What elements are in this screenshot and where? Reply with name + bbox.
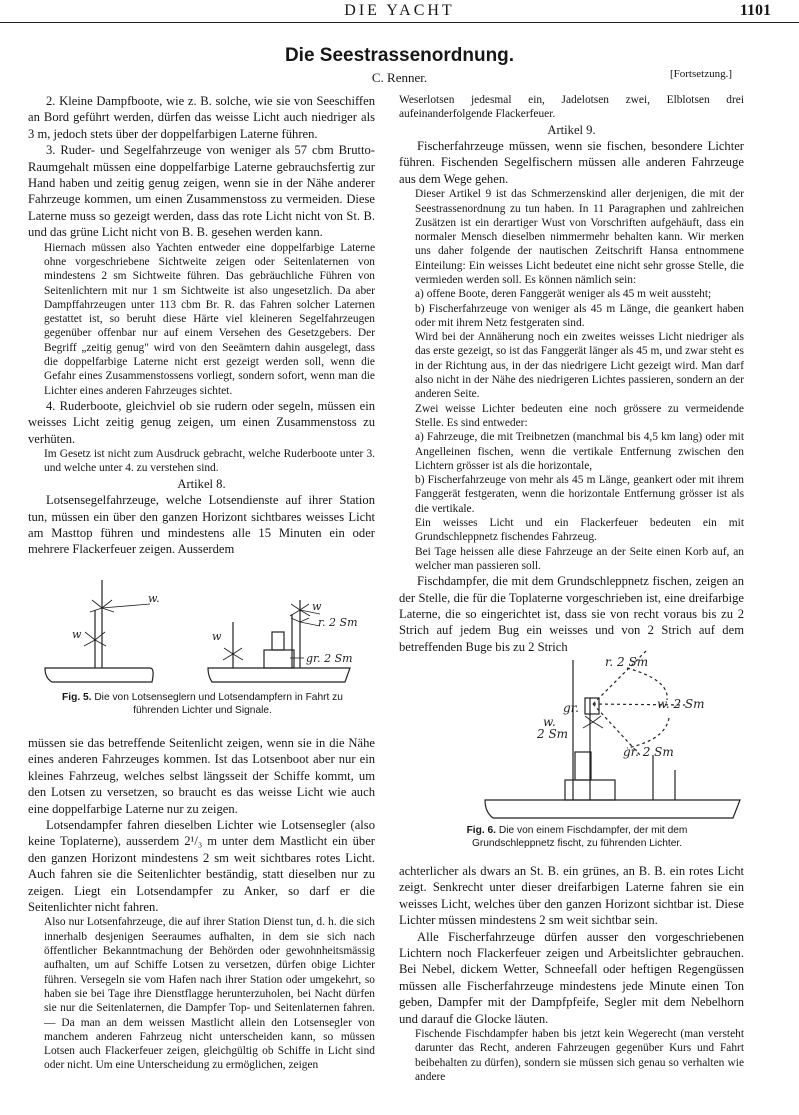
fig5-caption-number: Fig. 5. [62, 692, 92, 703]
paragraph: 3. Ruder- und Segelfahrzeuge von weniger als 57 cbm Brutto-Raumgehalt müssen eine doppelfarbige Laterne gebrauchsfertig zur Hand haben und zeitig genug zeigen, wenn sie in der Nähe anderer Fahrzeuge kommen, um einen Zusammenstoss zu vermeiden. Diese Laterne muss so gezeigt werden, dass das rote Licht nicht von St. B. und das grüne Licht nicht von B. B. gesehen werden kann. [28, 143, 375, 240]
paragraph: Fischdampfer, die mit dem Grundschleppnetz fischen, zeigen an der Stelle, die für die Toplaterne vorgeschrieben ist, eine dreifarbige Laterne, die so eingerichtet ist, dass sie von recht voraus bis zu 2 Strich auf jedem Bug ein weisses und von 2 Strich auf dem betreffenden Buge bis zu 2 Strich [399, 574, 744, 654]
paragraph: Hiernach müssen also Yachten entweder eine doppelfarbige Laterne ohne vorgeschriebene Sichtweite zeigen oder Seitenlaternen von mindestens 2 sm Sichtweite führen. Das gebräuchliche Führen von Seitenlichtern mit nur 1 sm Sichtweite ist also ungesetzlich. Da aber Dampffahrzeugen unter 113 cbm Br. R. das Fahren solcher Laternen gestattet ist, so beruht diese Härte viel kleineren Segelfahrzeugen gegenüber offenbar nur auf einem Versehen des Gesetzgebers. Der Begriff „zeitig genug" wird von den Seeämtern dahin ausgelegt, dass die doppelfarbige Laterne nicht erst gezeigt werden soll, wenn die Gefahr eines Zusammenstossens vorliegt, sondern sofort, wenn man die Lichter eines anderen Fahrzeuges sichtet. [44, 241, 375, 397]
fig6-label: w. 2 Sm [657, 697, 705, 711]
fig5-caption-text: Die von Lotsenseglern und Lotsendampfern in Fahrt zu führenden Lichter und Signale. [94, 692, 343, 716]
fig6-label: gr. 2 Sm [623, 745, 674, 759]
left-column-top [28, 93, 375, 558]
fig5-label: w [212, 630, 222, 643]
paragraph: Ein weisses Licht und ein Flackerfeuer bedeuten ein mit Grundschleppnetz fischendes Fahrzeug. [415, 517, 744, 544]
fig6-label: r. 2 Sm [605, 655, 649, 669]
paragraph: b) Fischerfahrzeuge von mehr als 45 m Länge, geankert oder mit ihrem Fanggerät festgeraten, wenn die horizontale Entfernung grösser ist als die vertikale. [415, 474, 744, 515]
left-column-bottom [28, 735, 375, 1073]
paragraph: Im Gesetz ist nicht zum Ausdruck gebracht, welche Ruderboote unter 3. und welche unter 4. zu verstehen sind. [44, 448, 375, 475]
fig5-label: w [72, 628, 82, 641]
paragraph: Fischende Fischdampfer haben bis jetzt kein Wegerecht (man versteht darunter das Recht, anderen Fahrzeugen gegenüber Kurs und Fahrt beibehalten zu dürfen), sondern sie müssen sich genau so verhalten wie andere [415, 1028, 744, 1083]
page-header [0, 0, 799, 23]
paragraph: Also nur Lotsenfahrzeuge, die auf ihrer Station Dienst tun, d. h. die sich innerhalb desjenigen Seeraumes aufhalten, in dem sie sich nach öffentlicher Bekanntmachung der Behörden oder gewohnheitsmässig aufhalten, um auf Schiffe Lotsen zu versetzen, dürfen obige Lichter führen. Versegeln sie vom Hafen nach ihrer Station oder umgekehrt, so haben sie bei Tage ihre Dienstflagge herunterzuholen, bei Nacht dürfen sie nur die Seitenlaternen, die Dampfer Top- und Seitenlaternen fahren. — Da man an dem weissen Mastlicht allein den Lotsensegler von manchem anderen Fahrzeug nicht unterscheiden kann, so müssen Lotsen auch Flackerfeuer zeigen, gleichgültig ob Schiffe in Licht sind oder nicht. Um eine Unterscheidung zu ermöglichen, zeigen [44, 916, 375, 1072]
fig6-label: w. [543, 715, 556, 729]
fig6-label: gr. [563, 701, 579, 715]
fig5-illustration [40, 570, 370, 690]
paragraph: achterlicher als dwars an St. B. ein grünes, an B. B. ein rotes Licht zeigt. Senkrecht unter dieser dreifarbigen Laterne fahren sie ein weisses Licht, welches über den ganzen Horizont sichtbar ist. Diese Lichter müssen mindestens 2 sm weit sichtbar sein. [399, 864, 744, 928]
paragraph: Wird bei der Annäherung noch ein zweites weisses Licht niedriger als das erste gezeigt, so ist das Fanggerät länger als 45 m, und zwar steht es in der Richtung aus, in der das niedrigere Licht gezeigt wird. Man darf also nicht in der Nähe des niedrigeren Lichtes passieren, sondern an der anderen Seite. [415, 331, 744, 401]
paragraph: 4. Ruderboote, gleichviel ob sie rudern oder segeln, müssen ein weisses Licht zeitig genug zeigen, um einen Zusammenstoss zu verhüten. [28, 398, 375, 446]
paragraph: Weserlotsen jedesmal ein, Jadelotsen zwei, Elblotsen drei aufeinanderfolgende Flackerfeuer. [399, 94, 744, 121]
continuation-note: [Fortsetzung.] [669, 68, 732, 80]
fig5-label: r. 2 Sm [318, 616, 358, 629]
paragraph: a) Fahrzeuge, die mit Treibnetzen (manchmal bis 4,5 km lang) oder mit Angelleinen fischen, wenn die vertikale Entfernung zwischen den Lichtern grösser ist als die horizontale, [415, 431, 744, 472]
section-heading: Artikel 9. [547, 122, 596, 137]
fig6-caption-number: Fig. 6. [466, 825, 497, 836]
page-number: 1101 [739, 2, 771, 19]
right-column-top [399, 93, 744, 655]
fig6-caption [432, 825, 722, 850]
fig5-label: gr. 2 Sm [306, 652, 353, 665]
fig5-label: w. [148, 592, 160, 605]
paragraph: müssen sie das betreffende Seitenlicht zeigen, wenn sie in die Nähe eines anderen Fahrzeuges kommen. Ist das Lotsenboot aber nur ein kleines Fahrzeug, welches selbst längsseit der Schiffe kommt, um den Lotsen zu versetzen, so braucht es das weisse Licht wie auch eine doppelfarbige Laterne nur zu zeigen. [28, 736, 375, 816]
paragraph: a) offene Boote, deren Fanggerät weniger als 45 m weit aussteht; [415, 288, 712, 301]
paragraph: b) Fischerfahrzeuge von weniger als 45 m Länge, die geankert haben oder mit ihrem Netz festgeraten sind. [415, 302, 744, 329]
fig5-label: w [312, 600, 322, 613]
fig6-caption-text: Die von einem Fischdampfer, der mit dem Grundschleppnetz fischt, zu führenden Lichter. [471, 825, 688, 849]
right-column-bottom [399, 863, 744, 1084]
article-author: C. Renner. [371, 70, 428, 85]
paragraph: Dieser Artikel 9 ist das Schmerzenskind aller derjenigen, die mit der Seestrassenordnung zu tun haben. In 11 Paragraphen und zahlreichen Zusätzen ist ein derartiger Wust von Vorschriften aufgehäuft, dass ein normaler Mensch dieselben nimmermehr behalten kann. Wir merken uns daher folgende der nautischen Zeitschrift Hansa entnommene Einteilung: Ein weisses Licht bedeutet eine nicht sehr grosse Stelle, die vermieden werden soll. Es können nämlich sein: [415, 188, 744, 286]
fig5-caption [40, 692, 365, 717]
paragraph: Zwei weisse Lichter bedeuten eine noch grössere zu vermeidende Stelle. Es sind entweder: [415, 402, 744, 429]
fig6-label: 2 Sm [537, 727, 569, 741]
paragraph: Lotsensegelfahrzeuge, welche Lotsendienste auf ihrer Station tun, müssen ein über den ganzen Horizont sichtbares weisses Licht am Masttop führen und mindestens alle 15 Minuten ein oder mehrere Flackerfeuer zeigen. Ausserdem [28, 493, 375, 557]
paragraph: Alle Fischerfahrzeuge dürfen ausser den vorgeschriebenen Lichtern noch Flackerfeuer zeigen und Arbeitslichter gebrauchen. Bei Nebel, dickem Wetter, Schneefall oder heftigen Regengüssen müssen alle Fischerfahrzeuge mindestens jede Minute einen Ton geben, Dampfer mit der Dampfpfeife, Segler mit dem Nebelhorn und darauf die Glocke läuten. [399, 929, 744, 1026]
section-heading: Artikel 8. [177, 476, 226, 491]
fig6-illustration [425, 640, 755, 825]
magazine-name: DIE YACHT [344, 2, 455, 19]
paragraph: Lotsendampfer fahren dieselben Lichter wie Lotsensegler (also keine Toplaterne), ausserdem 2¹/₃ m unter dem Mastlicht ein über den ganzen Horizont mindestens 2 sm weit sichtbares rotes Licht. Auch fahren sie die Seitenlichter beständig, statt dieselben nur zu zeigen. Liegt ein Lotsendampfer zu Anker, so darf er die Seitenlichter nicht fahren. [28, 818, 375, 915]
article-title: Die Seestrassenordnung. [284, 45, 515, 66]
paragraph: Bei Tage heissen alle diese Fahrzeuge an der Seite einen Korb auf, an welcher man passieren soll. [415, 545, 744, 572]
paragraph: 2. Kleine Dampfboote, wie z. B. solche, wie sie von Seeschiffen an Bord geführt werden, dürfen das weisse Licht auch niedriger als 3 m, jedoch stets über der doppelfarbigen Laterne führen. [28, 94, 375, 141]
paragraph: Fischerfahrzeuge müssen, wenn sie fischen, besondere Lichter führen. Fischenden Segelfischern müssen alle anderen Fahrzeuge aus dem Wege gehen. [399, 139, 744, 186]
